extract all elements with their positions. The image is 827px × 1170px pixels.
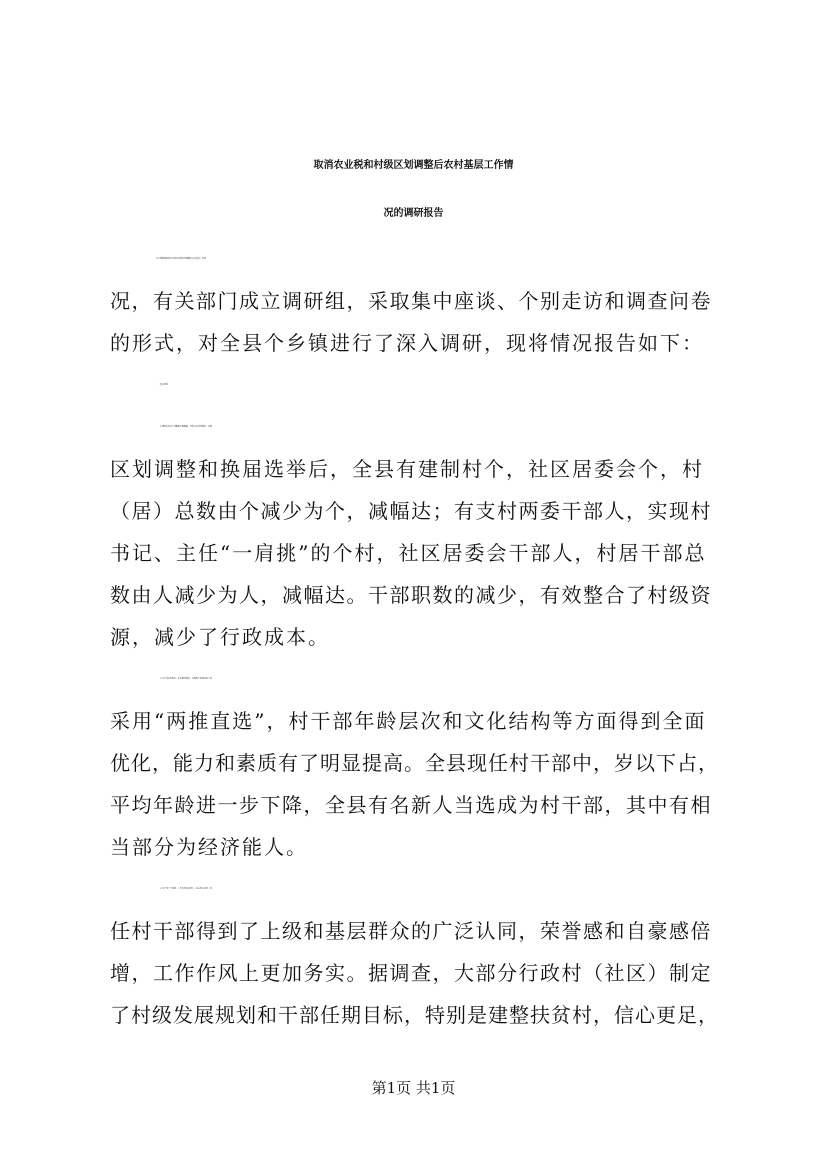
body-line: 平均年龄进一步下降，全县有名新人当选成为村干部，其中有相 — [110, 793, 712, 817]
document-title-line-1: 取消农业税和村级区划调整后农村基层工作情 — [313, 160, 514, 171]
body-line: 1.建制村和村干部职数大幅精减，行政成本有所降低。村级 — [160, 426, 212, 428]
body-line: 2.村干部结构优化，素质明显提高。村级班子换届选举全部 — [160, 678, 212, 680]
body-line: 3.村干部士气高涨，工作作风更加务实。经过优中选优，现 — [160, 888, 212, 890]
body-line: 采用“两推直选”，村干部年龄层次和文化结构等方面得到全面 — [110, 709, 707, 733]
body-line: 了村级发展规划和干部任期目标，特别是建整扶贫村，信心更足， — [110, 1003, 719, 1027]
body-line: 增，工作作风上更加务实。据调查，大部分行政村（社区）制定 — [110, 961, 712, 985]
document-title-line-2: 况的调研报告 — [383, 208, 444, 219]
page-number: 第1页 共1页 — [371, 1079, 456, 1097]
body-line: 当部分为经济能人。 — [110, 835, 308, 859]
body-line: 优化，能力和素质有了明显提高。全县现任村干部中，岁以下占， — [110, 751, 719, 775]
body-line: 区划调整和换届选举后，全县有建制村个，社区居委会个，村 — [110, 457, 704, 481]
body-line: 况，有关部门成立调研组，采取集中座谈、个别走访和调查问卷 — [110, 289, 712, 313]
body-line: 的形式，对全县个乡镇进行了深入调研，现将情况报告如下： — [110, 331, 704, 355]
body-line: 数由人减少为人，减幅达。干部职数的减少，有效整合了村级资 — [110, 583, 712, 607]
body-line: 为全面掌握取消农业税和村级区划调整后农村基层工作情 — [156, 258, 207, 260]
section-heading: 一、基本情况 — [156, 384, 169, 386]
body-line: （居）总数由个减少为个，减幅达；有支村两委干部人，实现村 — [110, 499, 712, 523]
body-line: 源，减少了行政成本。 — [110, 625, 330, 649]
body-line: 书记、主任“一肩挑”的个村，社区居委会干部人，村居干部总 — [110, 541, 707, 565]
body-line: 任村干部得到了上级和基层群众的广泛认同，荣誉感和自豪感倍 — [110, 919, 712, 943]
